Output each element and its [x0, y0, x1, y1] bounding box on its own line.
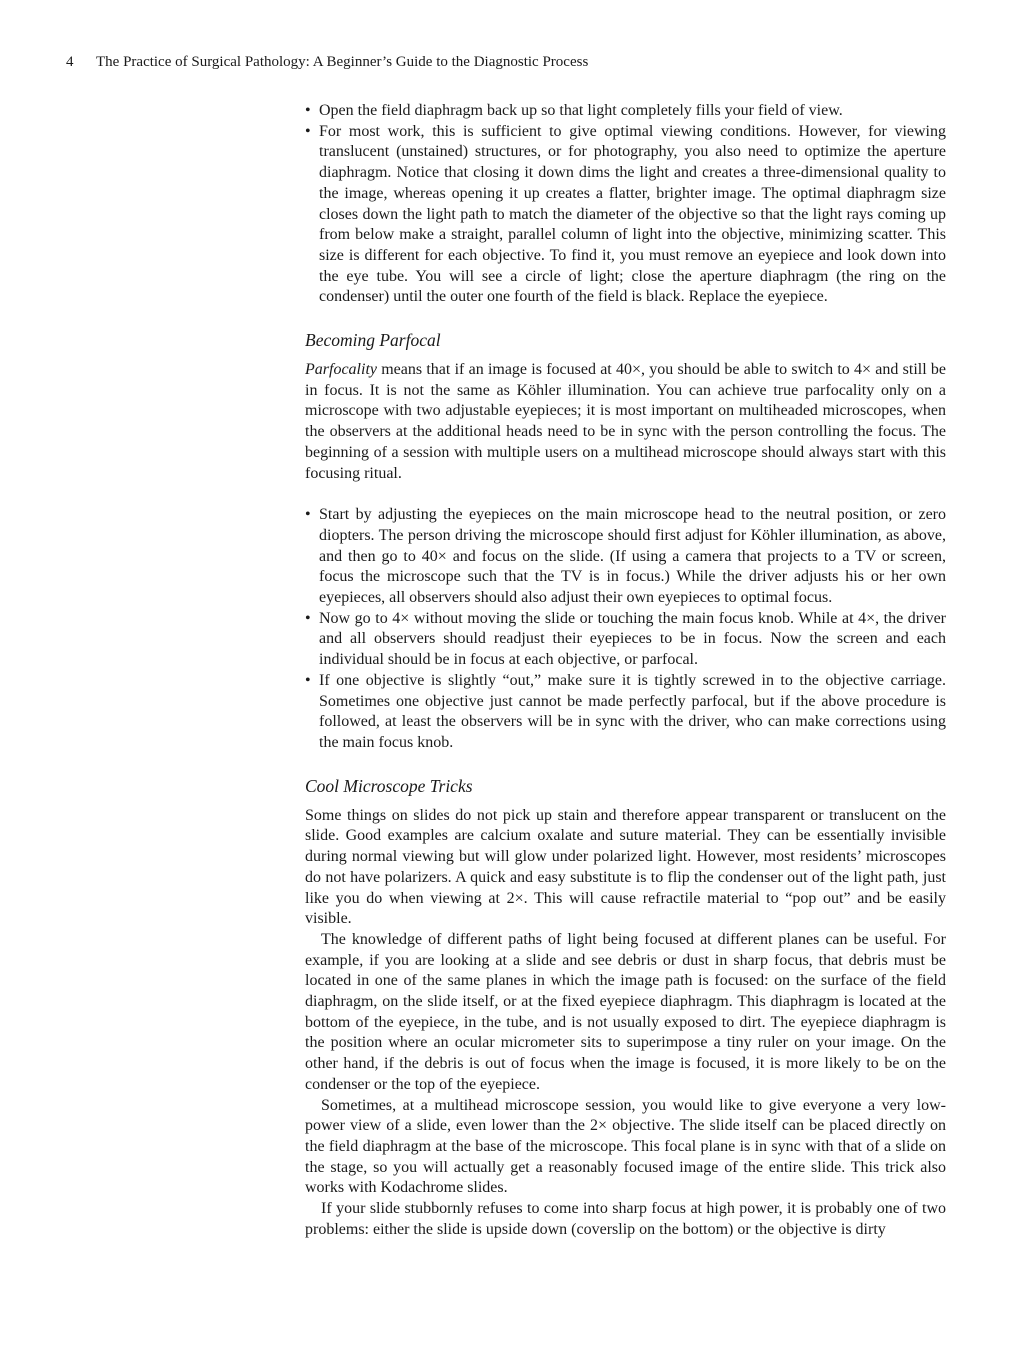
paragraph: The knowledge of different paths of light being focused at different planes can be useful. For example, if you are looking at a slide and see debris or dust in sharp focus, that debris must be located in one of the same planes in which the image path is focused: on the surface of the field diaphragm, on the slide itself, or at the fixed eyepiece diaphragm. This diaphragm is located at the bottom of the eyepiece, in the tube, and is not usually exposed to dirt. The eyepiece diaphragm is the position where an ocular micrometer sits to superimpose a tiny ruler on your image. On the other hand, if the debris is out of focus when the image is focused, it is more likely to be on the condenser or the top of the eyepiece. — [305, 930, 946, 1093]
bullet-list-parfocal — [305, 505, 946, 753]
list-item-text: If one objective is slightly “out,” make sure it is tightly screwed in to the objective carriage. Sometimes one objective just cannot be made perfectly parfocal, but if the above procedure is followed, at least the observers will be in sync with the driver, who can make corrections using the main focus knob. — [319, 671, 946, 751]
paragraph — [305, 360, 946, 484]
list-item-text: Open the field diaphragm back up so that light completely fills your field of view. — [319, 102, 843, 119]
list-item — [305, 505, 946, 609]
page-body — [305, 101, 946, 1240]
paragraph-text: means that if an image is focused at 40×, you should be able to switch to 4× and still be in focus. It is not the same as Köhler illumination. You can achieve true parfocality only on a microscope with two adjustable eyepieces; it is most important on multiheaded microscopes, when the observers at the additional heads need to be in sync with the person controlling the focus. The beginning of a session with multiple users on a multihead microscope should always start with this focusing ritual. — [305, 361, 946, 482]
list-item — [305, 122, 946, 308]
list-item — [305, 101, 946, 122]
bullet-icon: • — [305, 102, 311, 119]
running-head — [66, 52, 588, 72]
list-item-text: Now go to 4× without moving the slide or touching the main focus knob. While at 4×, the driver and all observers should readjust their eyepieces to be in focus. Now the screen and each individual should be in focus at each objective, or parfocal. — [319, 609, 946, 669]
paragraph: Some things on slides do not pick up stain and therefore appear transparent or translucent on the slide. Good examples are calcium oxalate and suture material. They can be essentially invisible during normal viewing but will glow under polarized light. However, most residents’ microscopes do not have polarizers. A quick and easy substitute is to flip the condenser out of the light path, just like you do when viewing at 2×. This will cause refractile material to “pop out” and be easily visible. — [305, 806, 946, 928]
list-item-text: For most work, this is sufficient to give optimal viewing conditions. However, for viewing translucent (unstained) structures, or for photography, you also need to optimize the aperture diaphragm. Notice that closing it down dims the light and creates a three-dimensional quality to the image, whereas opening it up creates a flatter, brighter image. The optimal diaphragm size closes down the light path to match the diameter of the objective so that the light rays coming up from below make a straight, parallel column of light into the objective, minimizing scatter. This size is different for each objective. To find it, you must remove an eyepiece and look down into the eye tube. You will see a circle of light; close the aperture diaphragm (the ring on the condenser) until the outer one fourth of the field is black. Replace the eyepiece. — [319, 122, 946, 306]
bullet-icon: • — [305, 506, 311, 524]
spacer — [305, 484, 946, 505]
bullet-icon: • — [305, 122, 311, 140]
paragraph: Sometimes, at a multihead microscope session, you would like to give everyone a very low-power view of a slide, even lower than the 2× objective. The slide itself can be placed directly on the field diaphragm at the base of the microscope. This focal plane is in sync with that of a slide on the stage, so you will actually get a reasonably focused image of the entire slide. This trick also works with Kodachrome slides. — [305, 1096, 946, 1197]
bullet-icon: • — [305, 671, 311, 689]
bullet-icon: • — [305, 609, 311, 627]
running-head-title: The Practice of Surgical Pathology: A Beginner’s Guide to the Diagnostic Process — [96, 54, 589, 70]
page-number: 4 — [66, 54, 74, 70]
list-item — [305, 609, 946, 671]
section-heading-tricks: Cool Microscope Tricks — [305, 775, 473, 796]
list-item — [305, 671, 946, 754]
bullet-list-intro — [305, 101, 946, 308]
paragraph: If your slide stubbornly refuses to come into sharp focus at high power, it is probably one of two problems: either the slide is upside down (coverslip on the bottom) or the objective is dirty — [305, 1200, 946, 1238]
list-item-text: Start by adjusting the eyepieces on the main microscope head to the neutral position, or zero diopters. The person driving the microscope should first adjust for Köhler illumination, as above, and then go to 40× and focus on the slide. (If using a camera that projects to a TV or screen, focus the microscope such that the TV is in focus.) While the driver adjusts his or her own eyepieces, all observers should also adjust their own eyepieces to optimal focus. — [319, 506, 946, 607]
section-heading-parfocal: Becoming Parfocal — [305, 330, 441, 351]
defined-term: Parfocality — [305, 361, 377, 379]
